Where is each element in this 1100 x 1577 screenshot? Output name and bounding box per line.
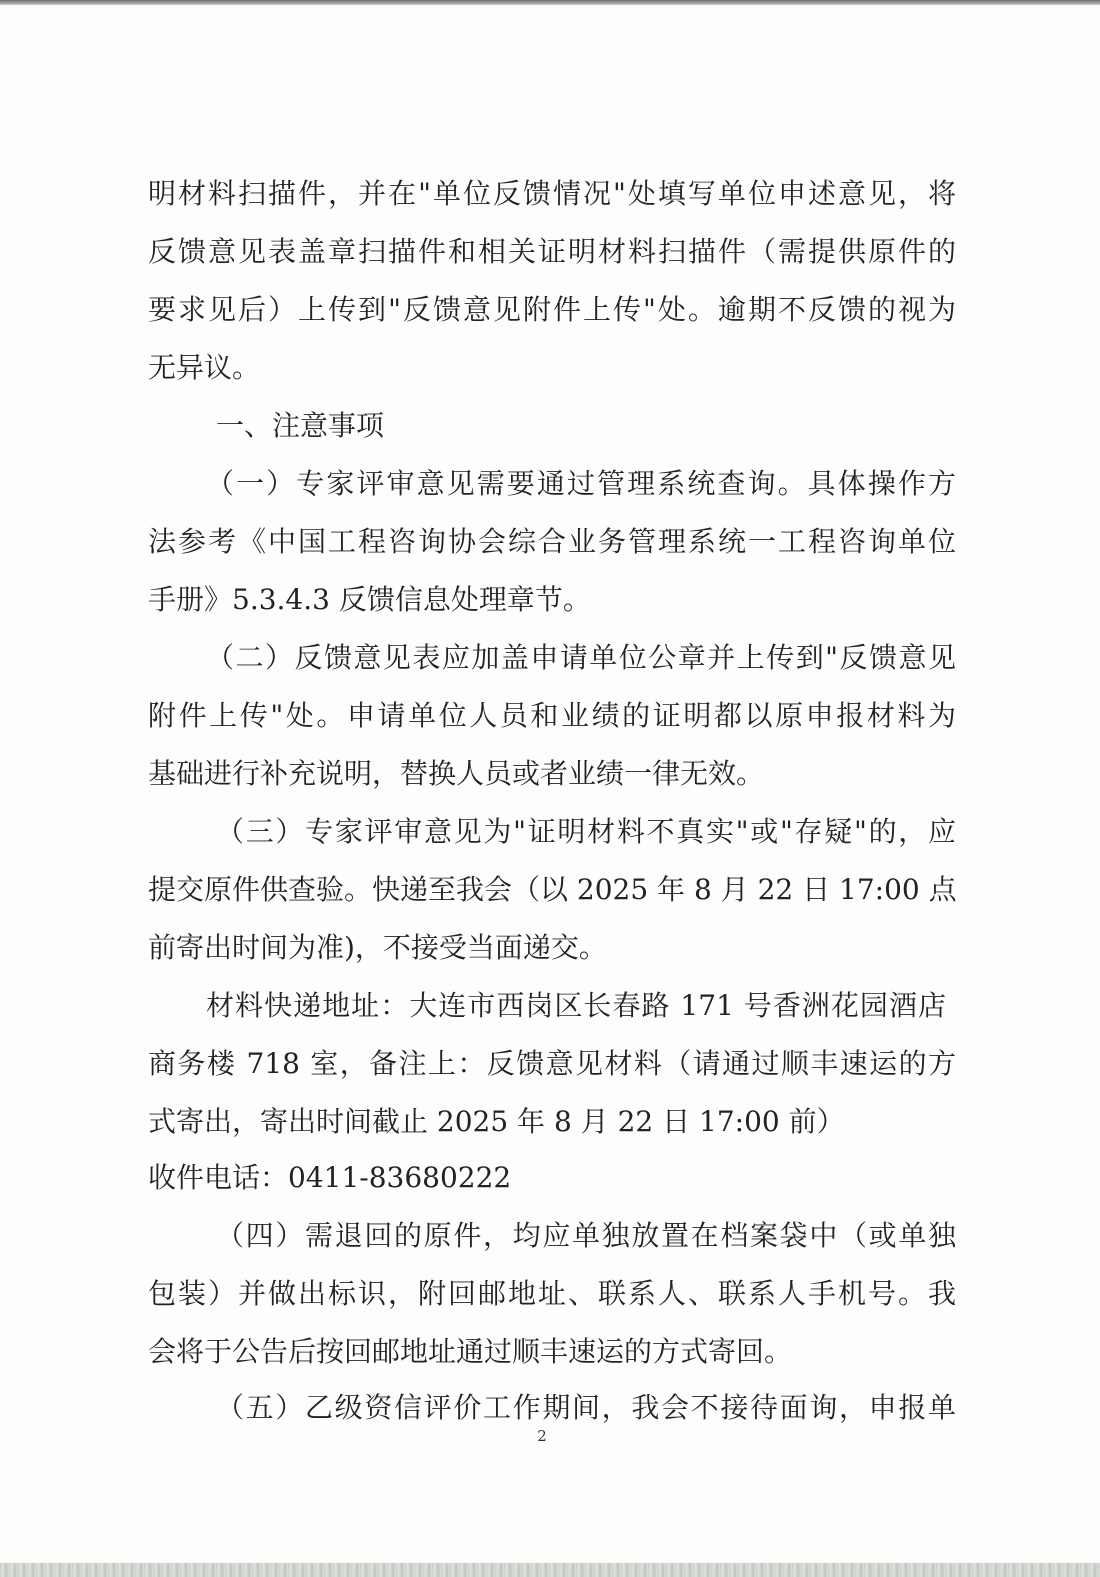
address-line-3: 式寄出，寄出时间截止 2025 年 8 月 22 日 17:00 前） <box>148 1105 845 1138</box>
text-line-10: 附件上传"处。申请单位人员和业绩的证明都以原申报材料为 <box>148 699 956 732</box>
scan-bottom-edge <box>0 1563 1100 1577</box>
text-line-4: 无异议。 <box>148 351 261 384</box>
text-line-2: 反馈意见表盖章扫描件和相关证明材料扫描件（需提供原件的 <box>148 235 956 268</box>
phone-line: 收件电话：0411-83680222 <box>148 1161 512 1194</box>
text-line-19: （四）需退回的原件，均应单独放置在档案袋中（或单独 <box>216 1219 956 1252</box>
scan-top-edge <box>0 0 1100 5</box>
text-line-8: 手册》5.3.4.3 反馈信息处理章节。 <box>148 583 591 616</box>
text-line-13: 提交原件供查验。快递至我会（以 2025 年 8 月 22 日 17:00 点 <box>148 873 957 906</box>
text-line-12: （三）专家评审意见为"证明材料不真实"或"存疑"的，应 <box>216 815 956 848</box>
text-line-11: 基础进行补充说明，替换人员或者业绩一律无效。 <box>148 757 765 790</box>
text-line-9: （二）反馈意见表应加盖申请单位公章并上传到"反馈意见 <box>206 641 956 674</box>
address-line-1: 材料快递地址：大连市西岗区长春路 171 号香洲花园酒店 <box>206 989 946 1022</box>
text-line-20: 包装）并做出标识，附回邮地址、联系人、联系人手机号。我 <box>148 1277 956 1310</box>
address-line-2: 商务楼 718 室，备注上：反馈意见材料（请通过顺丰速运的方 <box>148 1047 956 1080</box>
text-line-3: 要求见后）上传到"反馈意见附件上传"处。逾期不反馈的视为 <box>148 293 956 326</box>
page-number: 2 <box>537 1427 547 1445</box>
text-line-22: （五）乙级资信评价工作期间，我会不接待面询，申报单 <box>216 1391 956 1424</box>
text-line-21: 会将于公告后按回邮地址通过顺丰速运的方式寄回。 <box>148 1335 793 1368</box>
text-line-7: 法参考《中国工程咨询协会综合业务管理系统一工程咨询单位 <box>148 525 956 558</box>
text-line-14: 前寄出时间为准)，不接受当面递交。 <box>148 931 607 964</box>
text-line-1: 明材料扫描件，并在"单位反馈情况"处填写单位申述意见，将 <box>148 177 956 210</box>
text-line-6: （一）专家评审意见需要通过管理系统查询。具体操作方 <box>206 467 956 500</box>
section-heading: 一、注意事项 <box>216 409 385 442</box>
